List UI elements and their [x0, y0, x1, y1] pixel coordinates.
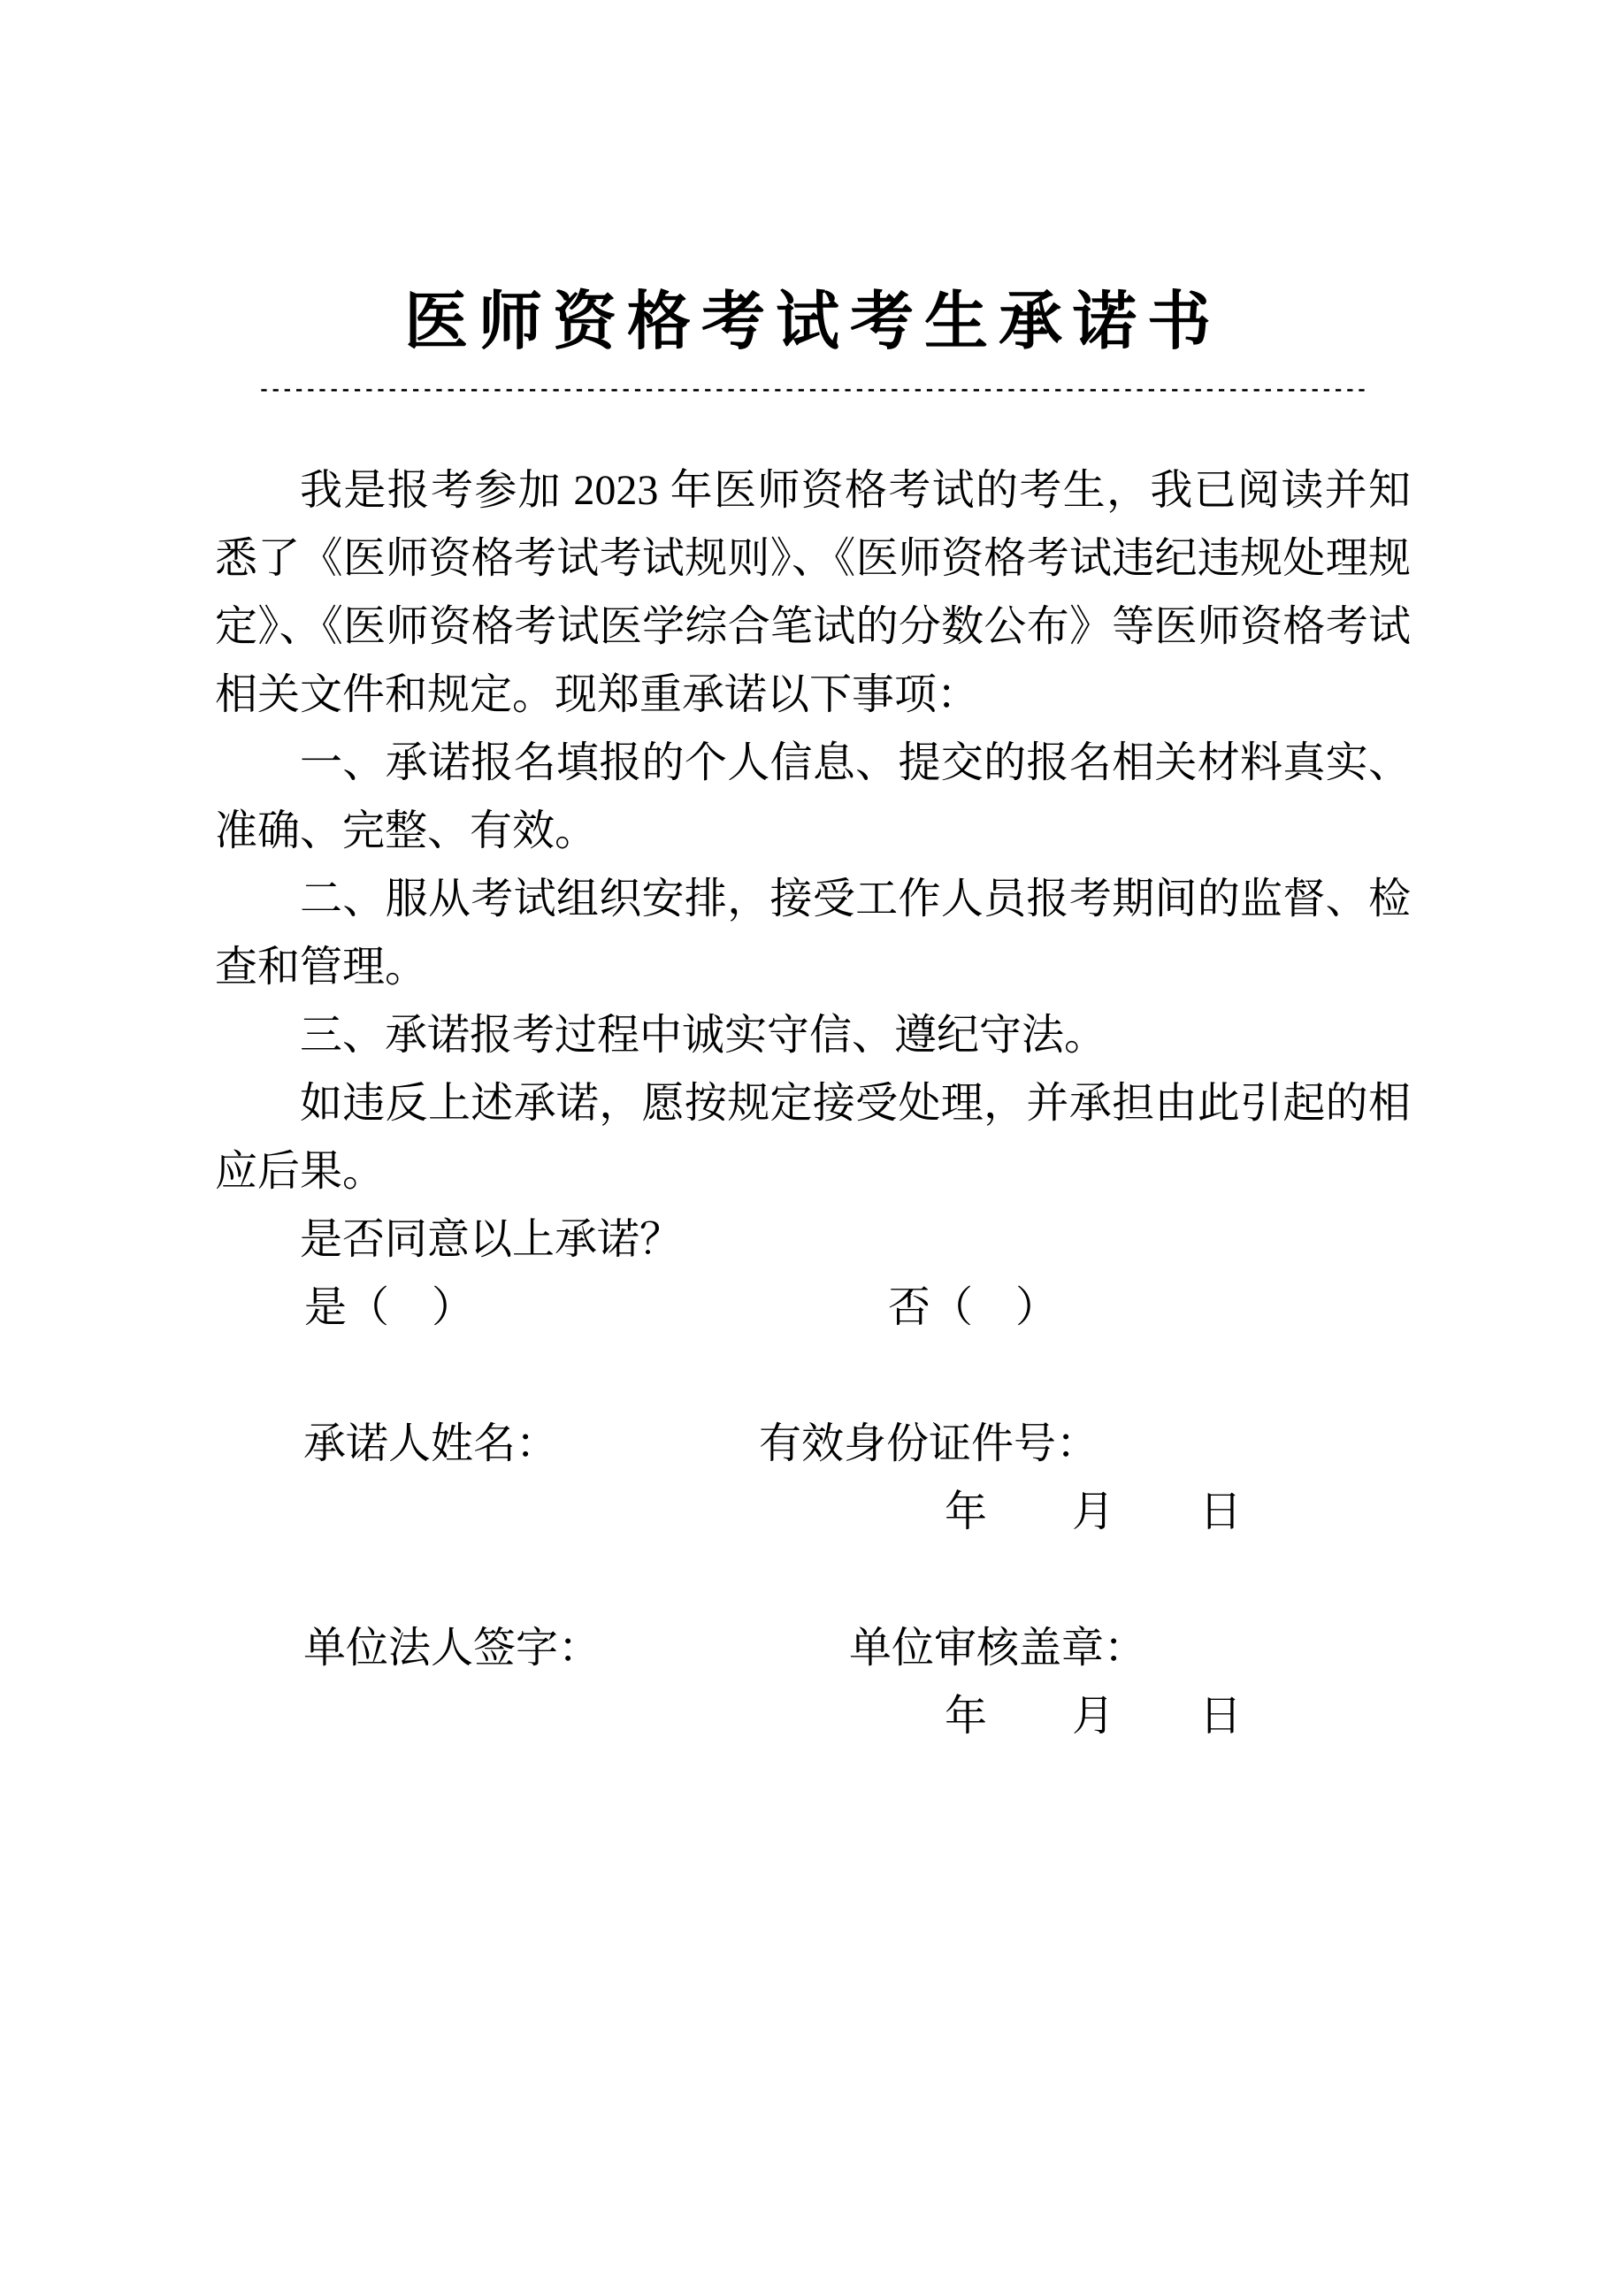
intro-paragraph: 我是报考参加 2023 年医师资格考试的考生，我已阅读并知悉了《医师资格考试考试规则》、《医师资格考试违纪违规处理规定》、《医师资格考试医学综合笔试的分数公布》等医师资格考试相关文件和规定。现郑重承诺以下事项： [215, 467, 1411, 718]
unit-seal-label: 单位审核盖章： [849, 1625, 1147, 1672]
consent-options-row [215, 1274, 1411, 1342]
consent-question: 是否同意以上承诺？ [300, 1216, 683, 1263]
no-option[interactable]: 否（ ） [888, 1284, 1059, 1331]
id-number-label: 有效身份证件号： [759, 1420, 1099, 1467]
signer-date-line: 年 月 日 [945, 1489, 1243, 1535]
unit-row [215, 1614, 1411, 1682]
commitment-item-3: 三、承诺报考过程中诚实守信、遵纪守法。 [300, 1012, 1107, 1059]
document-content [215, 285, 1411, 1750]
yes-option[interactable]: 是（ ） [304, 1284, 475, 1331]
violation-paragraph: 如违反上述承诺，愿按规定接受处理，并承担由此引起的相应后果。 [215, 1080, 1411, 1195]
page-title: 医师资格考试考生承诺书 [403, 287, 1221, 357]
promiser-name-label: 承诺人姓名： [303, 1420, 559, 1467]
commitment-item-1: 一、承诺报名填报的个人信息、提交的报名相关材料真实、准确、完整、有效。 [215, 739, 1411, 854]
dashed-divider: ----------------------------------------------------------------------------------------------- [257, 380, 1368, 402]
unit-date-line: 年 月 日 [945, 1693, 1243, 1740]
commitment-item-2: 二、服从考试组织安排，接受工作人员报考期间的监督、检查和管理。 [215, 876, 1411, 991]
legal-person-signature-label: 单位法人签字： [303, 1625, 601, 1672]
signer-row [215, 1410, 1411, 1478]
document-body [215, 456, 1411, 1750]
